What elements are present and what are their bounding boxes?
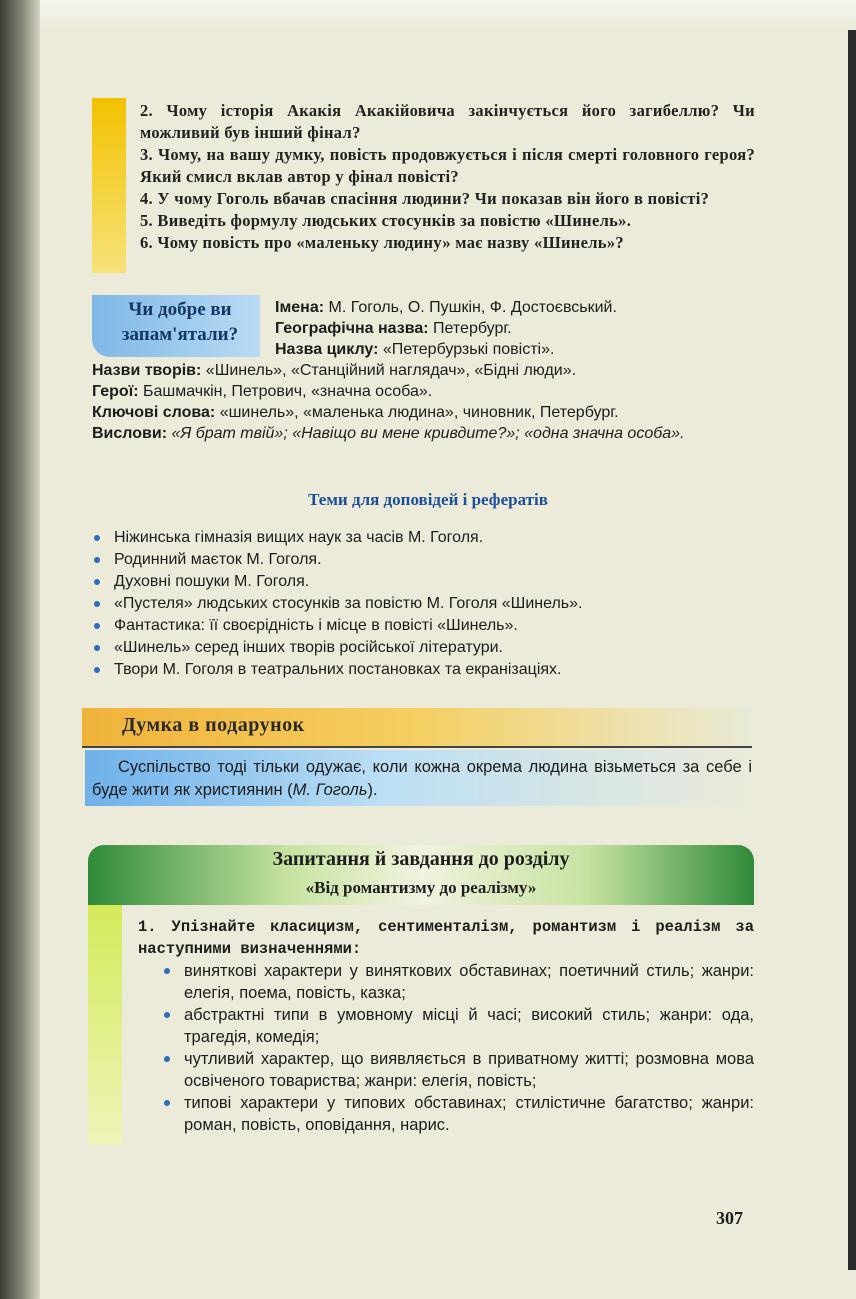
quote-end: ). [367,781,378,799]
fact-value: «шинель», «маленька людина», чиновник, Петербург. [215,404,619,421]
topic-item: «Шинель» серед інших творів російської літератури. [92,637,772,659]
book-spine-shadow [0,0,40,1299]
topic-item: Родинний маєток М. Гоголя. [92,549,772,571]
remember-facts-right [275,297,755,360]
quote-author: М. Гоголь [292,781,368,799]
fact-geo [275,318,755,339]
task-item: типові характери у типових обставинах; стилістичне багатство; жанри: роман, повість, оповідання, нарис. [162,1092,754,1136]
gift-heading: Думка в подарунок [122,714,305,736]
task-item: абстрактні типи в умовному місці й часі; високий стиль; жанри: ода, трагедія, комедія; [162,1004,754,1048]
remember-heading-line1: Чи добре ви [128,299,232,320]
task-items [138,960,754,1136]
topic-item: Ніжинська гімназія вищих наук за часів М. Гоголя. [92,527,772,549]
quote-text: Суспільство тоді тільки одужає, коли кожна окрема людина візьметься за себе і буде жити як християнин ( [92,758,752,799]
topic-item: Твори М. Гоголя в театральних постановках та екранізаціях. [92,659,772,681]
task-item: виняткові характери у виняткових обставинах; поетичний стиль; жанри: елегія, поема, повість, казка; [162,960,754,1004]
fact-value: «Петербурзькі повісті». [378,341,555,358]
fact-names [275,297,755,318]
page-number: 307 [716,1208,743,1228]
fact-keywords [92,402,757,423]
task-text: 1. Упізнайте класицизм, сентименталізм, романтизм і реалізм за наступними визначеннями: [138,918,754,958]
topics-heading: Теми для доповідей і рефератів [308,490,548,509]
fact-label: Герої: [92,383,139,400]
page-right-edge [848,30,856,1270]
question-2: 2. Чому історія Акакія Акакійовича закінчується його загибеллю? Чи можливий був інший фінал? [140,101,755,142]
fact-value: «Я брат твій»; «Навіщо ви мене кривдите?»; «одна значна особа». [167,425,685,442]
gift-quote [92,756,752,802]
question-3: 3. Чому, на вашу думку, повість продовжується і після смерті головного героя? Який смисл вклав автор у фінал повісті? [140,145,755,186]
remember-heading-line2: запам'ятали? [121,324,239,345]
fact-label: Назви творів: [92,362,202,379]
question-5: 5. Виведіть формулу людських стосунків за повістю «Шинель». [140,211,632,230]
chapter-heading: Запитання й завдання до розділу [272,848,570,870]
topic-item: Фантастика: її своєрідність і місце в повісті «Шинель». [92,615,772,637]
fact-sayings [92,423,757,444]
task-item: чутливий характер, що виявляється в приватному житті; розмовна мова освіченого товариства; жанри: елегія, повість; [162,1048,754,1092]
page-top-edge [0,0,856,32]
question-6: 6. Чому повість про «маленьку людину» має назву «Шинель»? [140,233,624,252]
fact-cycle [275,339,755,360]
fact-label: Ключові слова: [92,404,216,421]
fact-value: М. Гоголь, О. Пушкін, Ф. Достоєвський. [324,299,617,316]
fact-label: Географічна назва: [275,320,429,337]
fact-value: «Шинель», «Станційний наглядач», «Бідні люди». [201,362,577,379]
remember-heading [100,297,260,347]
fact-label: Назва циклу: [275,341,379,358]
chapter-subheading: «Від романтизму до реалізму» [305,878,537,897]
fact-value: Петербург. [428,320,512,337]
topic-item: «Пустеля» людських стосунків за повістю М. Гоголя «Шинель». [92,593,772,615]
chapter-task [138,916,754,1136]
fact-works [92,360,757,381]
chapter-accent-bar [88,905,122,1145]
topic-item: Духовні пошуки М. Гоголя. [92,571,772,593]
fact-value: Башмачкін, Петрович, «значна особа». [138,383,433,400]
remember-facts [92,360,757,444]
fact-label: Вислови: [92,425,168,442]
question-4: 4. У чому Гоголь вбачав спасіння людини? Чи показав він його в повісті? [140,189,710,208]
fact-label: Імена: [275,299,325,316]
fact-heroes [92,381,757,402]
questions-list [140,100,755,254]
topics-list [92,527,772,681]
questions-accent-bar [92,98,126,273]
